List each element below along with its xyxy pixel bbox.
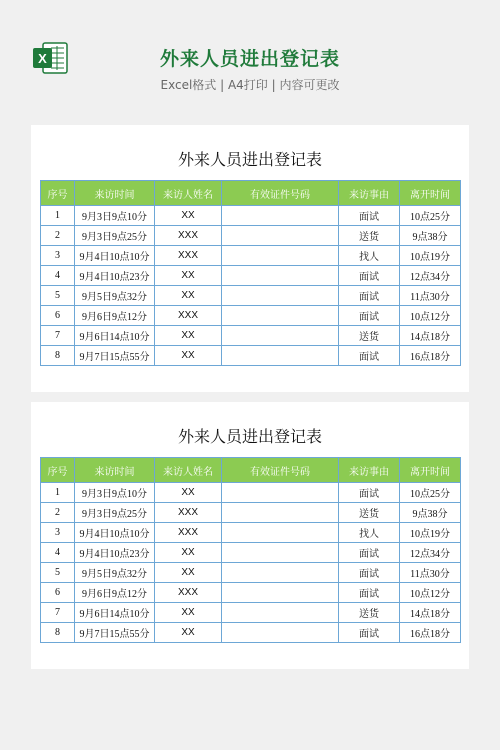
col-visit-time-cell: 9月3日9点25分 [75,503,155,523]
table-row [41,246,461,266]
col-reason-cell: 送货 [339,326,400,346]
table-row [41,286,461,306]
col-index-cell: 6 [41,306,75,326]
col-leave-time-cell: 11点30分 [400,286,461,306]
table-header-row [41,458,461,483]
table-row [41,563,461,583]
col-visit-time-cell: 9月4日10点10分 [75,523,155,543]
page-title: 外来人员进出登记表 [159,48,340,70]
column-header-visitor-name: 来访人姓名 [155,181,222,206]
col-id-number-cell [222,503,339,523]
col-visitor-name-cell: XXX [155,523,222,543]
col-reason-cell: 面试 [339,483,400,503]
col-leave-time-cell: 12点34分 [400,543,461,563]
col-id-number-cell [222,523,339,543]
col-id-number-cell [222,246,339,266]
col-index-cell: 4 [41,543,75,563]
col-reason-cell: 面试 [339,563,400,583]
col-visit-time-cell: 9月3日9点10分 [75,483,155,503]
col-leave-time-cell: 11点30分 [400,563,461,583]
col-leave-time-cell: 10点19分 [400,246,461,266]
column-header-leave-time: 离开时间 [400,181,461,206]
sheet-preview-1 [31,125,469,392]
col-reason-cell: 面试 [339,346,400,366]
register-table [40,180,461,366]
col-leave-time-cell: 10点25分 [400,483,461,503]
col-index-cell: 3 [41,246,75,266]
col-visitor-name-cell: XX [155,326,222,346]
col-visit-time-cell: 9月6日9点12分 [75,306,155,326]
excel-icon-letter: X [38,51,47,66]
col-index-cell: 2 [41,503,75,523]
col-visit-time-cell: 9月6日9点12分 [75,583,155,603]
col-reason-cell: 送货 [339,226,400,246]
col-leave-time-cell: 16点18分 [400,623,461,643]
col-leave-time-cell: 10点12分 [400,306,461,326]
table-row [41,346,461,366]
column-header-index: 序号 [41,458,75,483]
col-leave-time-cell: 16点18分 [400,346,461,366]
table-row [41,543,461,563]
table-row [41,503,461,523]
sheet-preview-2 [31,402,469,669]
col-id-number-cell [222,563,339,583]
col-visitor-name-cell: XX [155,286,222,306]
col-visitor-name-cell: XX [155,483,222,503]
table-row [41,306,461,326]
table-row [41,623,461,643]
sheet-title: 外来人员进出登记表 [177,150,322,169]
col-id-number-cell [222,483,339,503]
col-index-cell: 6 [41,583,75,603]
col-visitor-name-cell: XX [155,346,222,366]
col-leave-time-cell: 10点25分 [400,206,461,226]
col-visitor-name-cell: XXX [155,246,222,266]
table-row [41,326,461,346]
col-reason-cell: 送货 [339,603,400,623]
col-reason-cell: 面试 [339,206,400,226]
col-leave-time-cell: 9点38分 [400,503,461,523]
col-index-cell: 1 [41,206,75,226]
col-index-cell: 8 [41,346,75,366]
col-visitor-name-cell: XX [155,623,222,643]
col-leave-time-cell: 14点18分 [400,326,461,346]
col-reason-cell: 找人 [339,523,400,543]
table-row [41,603,461,623]
col-visit-time-cell: 9月3日9点10分 [75,206,155,226]
page-header [0,0,500,110]
col-visitor-name-cell: XXX [155,583,222,603]
col-index-cell: 4 [41,266,75,286]
column-header-index: 序号 [41,181,75,206]
col-leave-time-cell: 12点34分 [400,266,461,286]
col-id-number-cell [222,346,339,366]
col-index-cell: 2 [41,226,75,246]
column-header-leave-time: 离开时间 [400,458,461,483]
col-id-number-cell [222,306,339,326]
col-reason-cell: 面试 [339,266,400,286]
col-visit-time-cell: 9月3日9点25分 [75,226,155,246]
sheet-title: 外来人员进出登记表 [177,427,322,446]
col-reason-cell: 面试 [339,286,400,306]
col-visitor-name-cell: XX [155,543,222,563]
column-header-reason: 来访事由 [339,181,400,206]
register-table [40,457,461,643]
col-visitor-name-cell: XX [155,563,222,583]
col-reason-cell: 面试 [339,623,400,643]
col-visitor-name-cell: XXX [155,503,222,523]
col-leave-time-cell: 10点12分 [400,583,461,603]
col-id-number-cell [222,326,339,346]
col-index-cell: 8 [41,623,75,643]
column-header-visit-time: 来访时间 [75,181,155,206]
table-body [41,206,461,366]
table-row [41,523,461,543]
table-body [41,483,461,643]
table-header-row [41,181,461,206]
table-row [41,226,461,246]
col-visitor-name-cell: XX [155,266,222,286]
col-id-number-cell [222,286,339,306]
col-id-number-cell [222,603,339,623]
col-visit-time-cell: 9月7日15点55分 [75,623,155,643]
column-header-visit-time: 来访时间 [75,458,155,483]
col-visit-time-cell: 9月4日10点23分 [75,266,155,286]
col-index-cell: 7 [41,603,75,623]
page-subtitle: Excel格式 | A4打印 | 内容可更改 [160,78,340,92]
col-index-cell: 5 [41,286,75,306]
table-row [41,206,461,226]
col-id-number-cell [222,206,339,226]
column-header-id-number: 有效证件号码 [222,458,339,483]
col-visit-time-cell: 9月7日15点55分 [75,346,155,366]
column-header-reason: 来访事由 [339,458,400,483]
col-visitor-name-cell: XXX [155,226,222,246]
col-reason-cell: 面试 [339,583,400,603]
col-visit-time-cell: 9月5日9点32分 [75,563,155,583]
col-id-number-cell [222,623,339,643]
col-visit-time-cell: 9月6日14点10分 [75,326,155,346]
col-leave-time-cell: 10点19分 [400,523,461,543]
col-index-cell: 1 [41,483,75,503]
table-row [41,266,461,286]
col-leave-time-cell: 14点18分 [400,603,461,623]
col-reason-cell: 找人 [339,246,400,266]
col-id-number-cell [222,226,339,246]
col-visitor-name-cell: XX [155,603,222,623]
col-reason-cell: 面试 [339,306,400,326]
col-leave-time-cell: 9点38分 [400,226,461,246]
column-header-id-number: 有效证件号码 [222,181,339,206]
col-visitor-name-cell: XXX [155,306,222,326]
col-index-cell: 3 [41,523,75,543]
col-index-cell: 5 [41,563,75,583]
col-visit-time-cell: 9月4日10点10分 [75,246,155,266]
col-visitor-name-cell: XX [155,206,222,226]
col-visit-time-cell: 9月6日14点10分 [75,603,155,623]
col-index-cell: 7 [41,326,75,346]
table-row [41,583,461,603]
col-id-number-cell [222,583,339,603]
col-id-number-cell [222,266,339,286]
column-header-visitor-name: 来访人姓名 [155,458,222,483]
col-reason-cell: 面试 [339,543,400,563]
col-visit-time-cell: 9月4日10点23分 [75,543,155,563]
col-visit-time-cell: 9月5日9点32分 [75,286,155,306]
col-id-number-cell [222,543,339,563]
col-reason-cell: 送货 [339,503,400,523]
table-row [41,483,461,503]
